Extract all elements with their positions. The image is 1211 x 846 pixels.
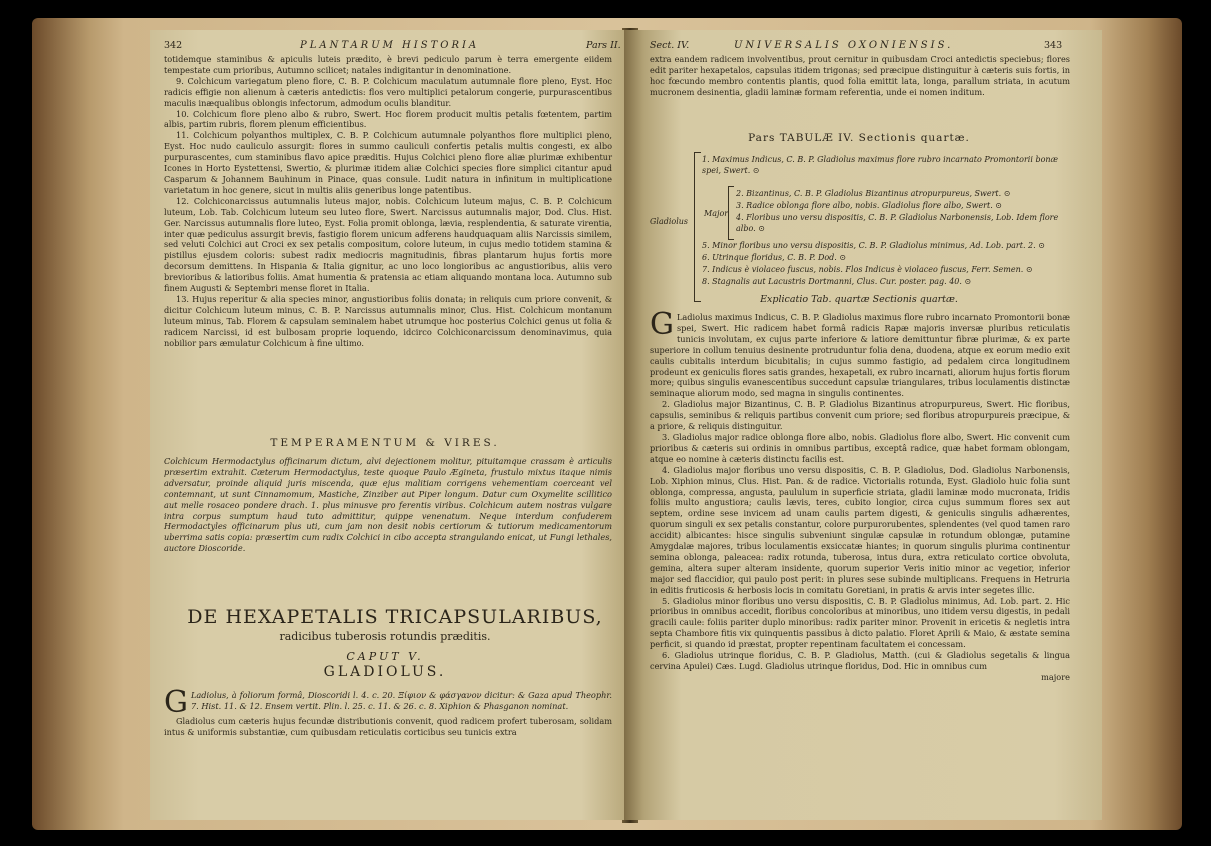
table-major-label: Major. bbox=[704, 209, 730, 218]
table-row-3: 3. Radice oblonga flore albo, nobis. Gladiolus flore albo, Swert. ⊙ bbox=[736, 201, 1003, 210]
right-para-1 bbox=[650, 307, 1070, 399]
gladiolus-intro-text: Ladiolus, à foliorum formâ, Dioscoridi l. 4. c. 20. Ξίφιον & φάσγανον dicitur: & Gaza apud Theophr. 7. Hist. 11. & 12. Ensem vertit. Plin. l. 25. c. 11. & 26. c. 8. Xiphion & Phasganon nominat. bbox=[190, 690, 612, 711]
left-para-13: 13. Hujus reperitur & alia species minor, angustioribus foliis donata; in reliquis cum priore convenit, & dicitur Colchicum luteum minus, C. B. P. Narcissus autumnalis minor, Clus. Hist. Colchicum montanum luteum minus, Tab. Florem & capsulam seminalem habet utrumque hoc posterius Colchici genus ut folia & radicem Narcissi, id est bulbosam proprie loquendo, idcirco Colchiconarcissum denominavimus, quia nobilior pars æmulatur Colchicum à fine ultimo. bbox=[164, 293, 612, 348]
left-page bbox=[150, 30, 640, 820]
gladiolus-body: Gladiolus cum cæteris hujus fecundæ distributionis convenit, quod radicem profert tuberosam, solidam intus & uniformis substantiæ, cum quibusdam reticulatis corticibus seu tunicis extra bbox=[164, 716, 612, 737]
right-para-6: 6. Gladiolus utrinque floridus, C. B. P. Gladiolus, Matth. (cui & Gladiolus segetalis & lingua cervina Apulei) Cæs. Lugd. Gladiolus utrinque floridus, Dod. Hic in omnibus cum bbox=[650, 650, 1070, 671]
right-para-5: 5. Gladiolus minor floribus uno versu dispositis, C. B. P. Gladiolus minimus, Ad. Lob. part. 2. Hic prioribus in omnibus accedit, floribus concoloribus at minoribus, uno itidem versu digestis, in pedali gracili caule: foliis pariter duplo minoribus: radix pariter minor. Provenit in ericetis & negletis intra septa Chambore fitis vix quinquentis passibus à dicto palatio. Floret Aprili & Maio, & æstate semina perficit, si quando id præstat, propter repentinam facultatem ei concessam. bbox=[650, 595, 1070, 650]
right-para-4: 4. Gladiolus major floribus uno versu dispositis, C. B. P. Gladiolus, Dod. Gladiolus Narbonensis, Lob. Xiphion minus, Clus. Hist. Pan. & de radice. Victorialis rotunda, Eyst. Gladiolo huic folia sunt oblonga, compressa, angusta, paululum in superficie striata, gladii laminæ modo mucronata, Iridis foliis multo angustiora; caulis lævis, teres, cubito longior, circa cujus summum flores sex aut septem, ordine sese invicem ad unam caulis partem digesti, & geniculis singulis adhærentes, quorum singuli ex sex petalis constantur, colore purpurorubentes, splendentes (vel quod tamen raro accidit) albicantes: hisce singulis subveniunt singulæ capsulæ in rotundum oblongæ, putamine Amygdalæ majores, tribus loculamentis exsiccatæ hiantes; in quorum singulis plurima continentur semina oblonga, paleacea: radix rotunda, tuberosa, intus dura, extra reticulato cortice obvoluta, gemina, altera super alteram insidente, quorum superior Veris initio minor ac vegetior, inferior major sed flaccidior, qui paulo post perit: in plures sese subinde multiplicans. Frequens in Hetruria in editis fruticosis & herbosis locis in comitatu Goretiani, in pratis & arvis inter segetes illic. bbox=[650, 464, 1070, 595]
virtues-paragraph: Colchicum Hermodactylus officinarum dictum, alvi dejectionem molitur, pituitamque crassam è articulis præsertim extrahit. Cæterum Hermodactylus, teste quoque Paulo Ægineta, frustulo mixtus itaque nimis adversatur, proinde aliquid juris miscenda, quæ ejus malitiam corrigens vehementiam coerceant vel contemnant, ut sunt Cinnamomum, Mastiche, Zinziber aut Piper longum. Datur cum Oxymelite scillitico aut melle rosaceo pondere drach. 1. plus minusve pro ferentis viribus. Colchicum autem nostras vulgare intra corpus sumptum haud tuto admittitur, quippe venenatum. Neque interdum confuderem Hermodactyles officinarum plus uti, cum jam non desit nobis certiorum & tutiorum medicamentorum uberrima satis copia: præsertim cum radix Colchici in cibo accepta strangulando enicat, ut Fungi lethales, auctore Dioscoride. bbox=[164, 456, 612, 554]
left-running-head: PLANTARUM HISTORIA bbox=[300, 40, 480, 51]
genus-heading: GLADIOLUS. bbox=[323, 664, 447, 680]
left-para-9: 9. Colchicum variegatum pleno flore, C. B. P. Colchicum maculatum autumnale flore pleno, Eyst. Hoc radicis effigie non alienum à cæteris antedictis: flos vero multiplici petalorum congerie, purpurascentibus maculis inæqualibus oblongis infectorum, admodum oculis blanditur. bbox=[164, 75, 612, 108]
right-page bbox=[624, 30, 1102, 820]
table-title: Pars TABULÆ IV. Sectionis quartæ. bbox=[748, 132, 970, 144]
table-row-5: 5. Minor floribus uno versu dispositis, C. B. P. Gladiolus minimus, Ad. Lob. part. 2. ⊙ bbox=[702, 241, 1045, 250]
gladiolus-intro-block bbox=[164, 685, 612, 738]
table-row-1: 1. Maximus Indicus, C. B. P. Gladiolus maximus flore rubro incarnato Promontorii bonæ spei, Swert. ⊙ bbox=[702, 155, 1059, 175]
drop-cap-right: G bbox=[650, 307, 674, 342]
left-text-block bbox=[164, 54, 612, 348]
left-para-10: 10. Colchicum flore pleno albo & rubro, Swert. Hoc florem producit multis petalis fœtentem, partim albis, partim rubris, florem plenum efficientibus. bbox=[164, 108, 612, 130]
open-book bbox=[32, 18, 1182, 830]
right-text-block bbox=[650, 307, 1070, 683]
right-para-1-text: Ladiolus maximus Indicus, C. B. P. Gladiolus maximus flore rubro incarnato Promontorii bonæ spei, Swert. Hic radicem habet formâ radicis Rapæ majoris inversæ pluribus reticulatis tunicis involutam, ex cujus parte inferiore & latiore demittuntur fibræ plurimæ, & ex parte superiore in collum tenuius desinente protruduntur folia dena, duodena, atque ex eorum medio exit caulis cubitalis interdum bicubitalis; in cujus summo fastigio, ad pedalem circa longitudinem prodeunt ex geniculis flores satis grandes, hexapetali, ex rubro incarnati, aliorum hujus fortis florum more; quibus singulis evanescentibus succedunt capsulæ triangulares, tribus loculamentis distinctæ seminaque aliorum modo, sed magna in singulis continentes. bbox=[650, 312, 1070, 399]
left-page-number: 342 bbox=[164, 40, 183, 51]
table-row-2: 2. Bizantinus, C. B. P. Gladiolus Bizantinus atropurpureus, Swert. ⊙ bbox=[736, 189, 1011, 198]
left-para-11: 11. Colchicum polyanthos multiplex, C. B. P. Colchicum autumnale polyanthos flore multiplici pleno, Eyst. Hoc nudo cauliculo assurgit: flores in summo cauliculi confertis petalis multis congesti, ex albo purpurascentes, cum staminibus flavo apice præditis. Hujus Colchici pleno flore aliæ plurimæ exhibentur Icones in Horto Eystettensi, Swertio, & plurimæ itidem aliæ Colchici species flore simplici citantur apud Casparum & Johannem Bauhinum in Pinace, quas consule. Ludit natura in infinitum in multiplicatione varietatum in hoc genere, sicut in multis aliis generibus longe patentibus. bbox=[164, 130, 612, 195]
right-para-top: extra eandem radicem involventibus, prout cernitur in quibusdam Croci antedictis speciebus; flores edit pariter hexapetalos, capsulas itidem trigonas; sed præcipue distinguitur à cæteris suis fortis, in hoc fœcundo membro contentis plantis, quod folia emittit lata, longa, parallum striata, in acutum mucronem desinentia, gladii laminæ formam referentia, unde ei nomen inditum. bbox=[650, 54, 1070, 97]
caput-label: CAPUT V. bbox=[346, 650, 424, 663]
left-para-top: totidemque staminibus & apiculis luteis prædito, è brevi pediculo parum è terra emergente eiidem tempestate cum prioribus, Autumno scilicet; natales indigitantur in denominatione. bbox=[164, 54, 612, 75]
table-row-7: 7. Indicus è violaceo fuscus, nobis. Flos Indicus è violaceo fuscus, Ferr. Semen. ⊙ bbox=[702, 265, 1033, 274]
right-page-number: 343 bbox=[1044, 40, 1063, 51]
chapter-big-title: DE HEXAPETALIS TRICAPSULARIBUS, bbox=[187, 606, 603, 628]
table-row-8: 8. Stagnalis aut Lacustris Dortmanni, Clus. Cur. poster. pag. 40. ⊙ bbox=[702, 277, 972, 286]
right-running-head: UNIVERSALIS OXONIENSIS. bbox=[734, 40, 954, 51]
right-section-label: Sect. IV. bbox=[650, 40, 690, 51]
right-para-2: 2. Gladiolus major Bizantinus, C. B. P. Gladiolus Bizantinus atropurpureus, Swert. Hic floribus, capsulis, seminibus & reliquis partibus convenit cum priore; sed floribus atropurpureis præcipue, & a priore, & reliquis distinguitur. bbox=[650, 399, 1070, 432]
section-title-temperamentum: TEMPERAMENTUM & VIRES. bbox=[270, 437, 500, 449]
explicatio-heading: Explicatio Tab. quartæ Sectionis quartæ. bbox=[760, 294, 958, 305]
chapter-subtitle: radicibus tuberosis rotundis præditis. bbox=[279, 630, 491, 643]
table-brace-outer bbox=[694, 152, 701, 302]
right-para-3: 3. Gladiolus major radice oblonga flore albo, nobis. Gladiolus flore albo, Swert. Hic convenit cum prioribus & cæteris sui ordinis in omnibus partibus, exceptâ radice, quæ habet formam oblongam, atque eo nomine à cæteris distinctu facilis est. bbox=[650, 431, 1070, 464]
table-brace-major bbox=[728, 186, 734, 240]
left-para-12: 12. Colchiconarcissus autumnalis luteus major, nobis. Colchicum luteum majus, C. B. P. Colchicum luteum, Lob. Tab. Colchicum luteum seu luteo flore, Swert. Narcissus autumnalis major, Dod. Clus. Hist. Ger. Narcissus autumnalis flore luteo, Eyst. Folia promit oblonga, lævia, resplendentia, & saturate virentia, inter quæ pediculus assurgit brevis, fastigio florem unicum adferens haudquaquam aliis Narcissis similem, sed veluti Colchici aut Croci ex sex petalis compositum, colore luteum, in cujus medio totidem stamina & pistillus ejusdem coloris: subest radix mediocris magnitudinis, fibras plantarum hujus fortis more decorsum demittens. In Hispania & Italia gignitur, ac uno loco longioribus ac angustioribus, aliis vero brevioribus & latioribus foliis. Amat humentia & pratensia ac etiam aliquando montana loca. Autumno sub finem Augusti & Septembri mense floret in Italia. bbox=[164, 195, 612, 294]
table-genus-label: Gladiolus bbox=[650, 217, 689, 226]
catchword: majore bbox=[1041, 671, 1070, 682]
left-part-label: Pars II. bbox=[586, 40, 621, 51]
table-row-4: 4. Floribus uno versu dispositis, C. B. P. Gladiolus Narbonensis, Lob. Idem flore albo. ⊙ bbox=[736, 213, 1059, 233]
drop-cap: G bbox=[164, 685, 188, 720]
gladiolus-intro bbox=[164, 685, 612, 720]
table-row-6: 6. Utrinque floridus, C. B. P. Dod. ⊙ bbox=[702, 253, 847, 262]
